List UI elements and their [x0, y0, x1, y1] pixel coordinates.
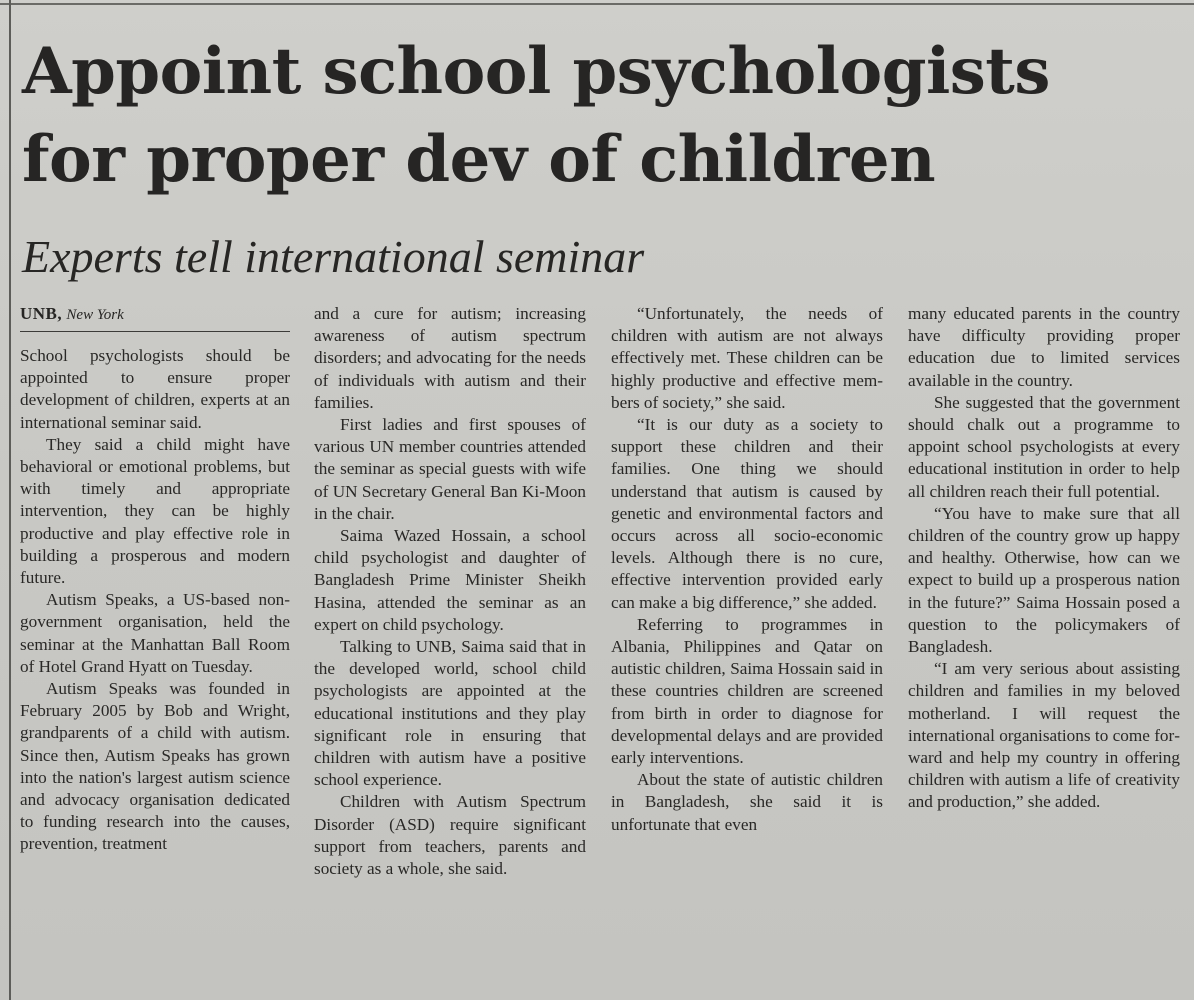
- article-column-1: [20, 345, 290, 995]
- article-paragraph: Children with Autism Spectrum Disorder (ASD) require significant support from teachers, parents and society as a whole, she said.: [314, 792, 586, 879]
- article-paragraph: She suggested that the government should chalk out a programme to appoint school psychologists at every educational institution in order to help all children reach their full potential.: [908, 392, 1180, 501]
- article-column-3: [611, 303, 883, 993]
- article-paragraph: “I am very serious about assisting children and families in my beloved motherland. I will request the international organisations to come forward and help my country in offering children with autism a life of creativity and production,” she added.: [908, 659, 1180, 812]
- top-column-rule: [0, 3, 1194, 5]
- subheadline: Experts tell international seminar: [22, 231, 645, 282]
- article-paragraph: Referring to programmes in Albania, Philippines and Qatar on autistic children, Saima Hossain said in these countries children are screened from birth in order to diagnose for developmental delays and are provided early interventions.: [611, 614, 883, 768]
- dateline-location: New York: [66, 307, 124, 323]
- article-paragraph: First ladies and first spouses of various UN member countries attended the seminar as special guests with wife of UN Secretary General Ban Ki-Moon in the chair.: [314, 415, 586, 523]
- article-paragraph: Saima Wazed Hossain, a school child psychologist and daughter of Bangladesh Prime Minister Sheikh Hasina, attended the seminar as an expert on child psychology.: [314, 526, 586, 634]
- article-paragraph: many educated parents in the country have difficulty providing proper education due to limited services available in the country.: [908, 304, 1180, 390]
- headline-line-2: for proper dev of children: [22, 122, 936, 197]
- article-column-4: [908, 303, 1180, 993]
- article-column-2: [314, 303, 586, 993]
- article-paragraph: “You have to make sure that all children of the country grow up happy and healthy. Otherwise, how can we expect to build up a prosperous nation in the future?” Saima Hossain posed a question to the policymakers of Bangladesh.: [908, 503, 1180, 657]
- dateline-rule: [20, 331, 290, 332]
- article-paragraph: “It is our duty as a society to support these children and their families. One thing we should understand that autism is caused by genetic and environmental factors and occurs across all socio-economic levels. Although there is no cure, effective intervention provided early can make a big difference,” she added.: [611, 415, 883, 612]
- article-paragraph: They said a child might have behavioral or emotional problems, but with timely and appropriate intervention, they can be highly productive and play effective role in building a prosperous and modern future.: [20, 434, 290, 588]
- article-paragraph: About the state of autistic children in Bangladesh, she said it is unfortunate that even: [611, 770, 883, 834]
- news-agency: UNB,: [20, 304, 63, 323]
- article-paragraph: “Unfortunately, the needs of children with autism are not always effectively met. These children can be highly productive and effective members of society,” she said.: [611, 304, 883, 412]
- headline-line-1: Appoint school psychologists: [22, 34, 1050, 109]
- left-column-rule: [9, 0, 11, 1000]
- article-paragraph: School psychologists should be appointed to ensure proper development of children, experts at an international seminar said.: [20, 346, 290, 432]
- headline: [22, 28, 1192, 204]
- article-paragraph: Autism Speaks was founded in February 2005 by Bob and Wright, grandparents of a child with autism. Since then, Autism Speaks has grown into the nation's largest autism science and advocacy organisation dedicated to funding research into the causes, prevention, treatment: [20, 679, 290, 854]
- article-paragraph: Autism Speaks, a US-based non-government organisation, held the seminar at the Manhattan Ball Room of Hotel Grand Hyatt on Tuesday.: [20, 590, 290, 676]
- dateline: [20, 304, 290, 325]
- article-paragraph: Talking to UNB, Saima said that in the developed world, school child psychologists are appointed at the educational institutions and they play significant role in ensuring that children with autism have a positive school experience.: [314, 637, 586, 790]
- article-paragraph: and a cure for autism; increasing awareness of autism spectrum disorders; and advocating for the needs of individuals with autism and their families.: [314, 304, 586, 412]
